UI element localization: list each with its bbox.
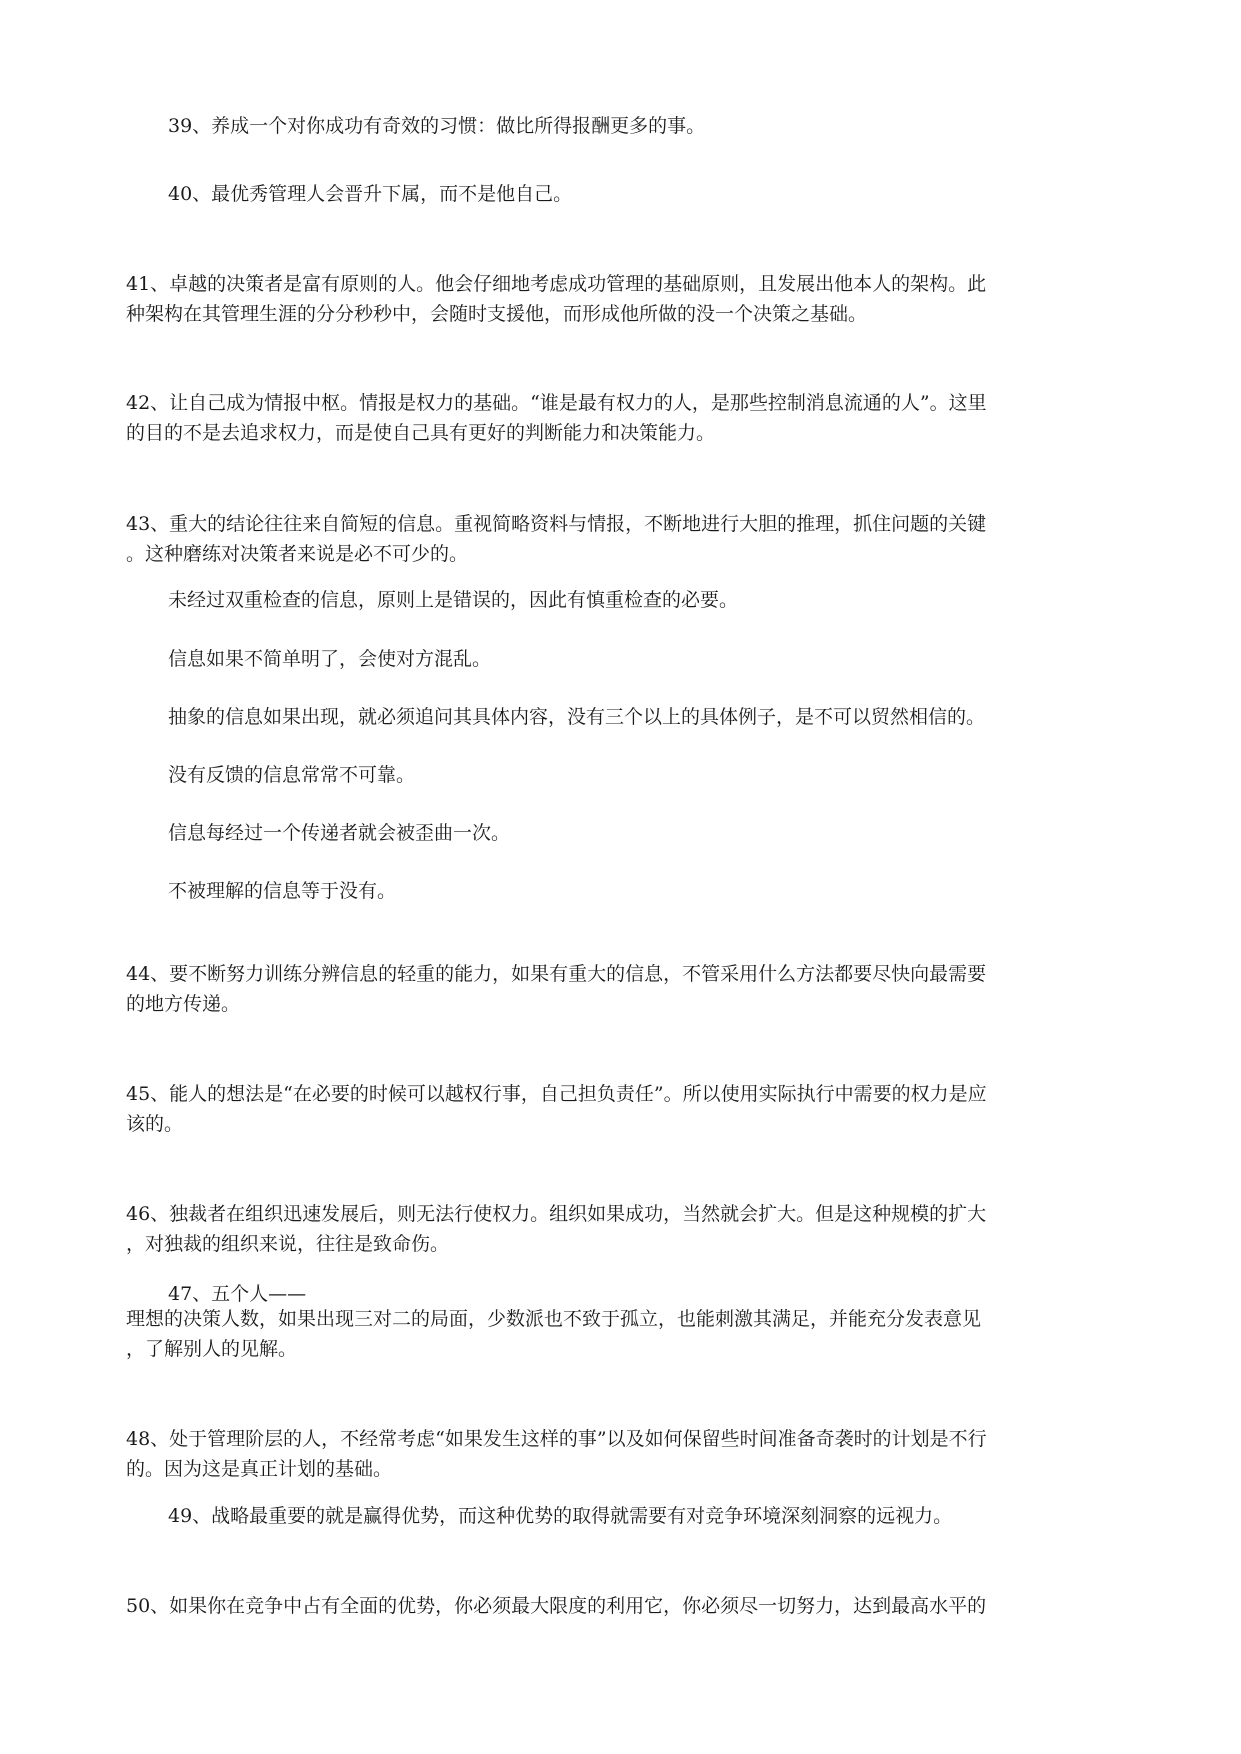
paragraph-45-line-2: 该的。 bbox=[126, 1113, 184, 1135]
paragraph-44-line-1: 44、要不断努力训练分辨信息的轻重的能力，如果有重大的信息，不管采用什么方法都要尽快向最需要 bbox=[126, 963, 987, 985]
paragraph-41-line-1: 41、卓越的决策者是富有原则的人。他会仔细地考虑成功管理的基础原则，且发展出他本人的架构。此 bbox=[126, 273, 987, 295]
info-rule-5: 信息每经过一个传递者就会被歪曲一次。 bbox=[168, 822, 511, 844]
info-rule-4: 没有反馈的信息常常不可靠。 bbox=[168, 764, 416, 786]
paragraph-44-line-2: 的地方传递。 bbox=[126, 993, 241, 1015]
paragraph-50-line-1: 50、如果你在竞争中占有全面的优势，你必须最大限度的利用它，你必须尽一切努力，达到最高水平的 bbox=[126, 1595, 987, 1617]
paragraph-47-line-2: ，了解别人的见解。 bbox=[126, 1338, 298, 1360]
paragraph-48-line-2: 的。因为这是真正计划的基础。 bbox=[126, 1458, 393, 1480]
info-rule-1: 未经过双重检查的信息，原则上是错误的，因此有慎重检查的必要。 bbox=[168, 589, 739, 611]
paragraph-41-line-2: 种架构在其管理生涯的分分秒秒中，会随时支援他，而形成他所做的没一个决策之基础。 bbox=[126, 303, 868, 325]
paragraph-45-line-1: 45、能人的想法是“在必要的时候可以越权行事，自己担负责任”。所以使用实际执行中需要的权力是应 bbox=[126, 1083, 987, 1105]
paragraph-49: 49、战略最重要的就是赢得优势，而这种优势的取得就需要有对竞争环境深刻洞察的远视力。 bbox=[168, 1505, 953, 1527]
paragraph-40: 40、最优秀管理人会晋升下属，而不是他自己。 bbox=[168, 183, 573, 205]
paragraph-47-line-1: 理想的决策人数，如果出现三对二的局面，少数派也不致于孤立，也能刺激其满足，并能充分发表意见 bbox=[126, 1308, 982, 1330]
paragraph-46-line-2: ，对独裁的组织来说，往往是致命伤。 bbox=[126, 1233, 450, 1255]
info-rule-3: 抽象的信息如果出现，就必须追问其具体内容，没有三个以上的具体例子，是不可以贸然相信的。 bbox=[168, 706, 986, 728]
paragraph-48-line-1: 48、处于管理阶层的人，不经常考虑“如果发生这样的事”以及如何保留些时间准备奇袭时的计划是不行 bbox=[126, 1428, 987, 1450]
paragraph-42-line-2: 的目的不是去追求权力，而是使自己具有更好的判断能力和决策能力。 bbox=[126, 422, 716, 444]
paragraph-43-line-2: 。这种磨练对决策者来说是必不可少的。 bbox=[126, 543, 469, 565]
paragraph-43-line-1: 43、重大的结论往往来自简短的信息。重视简略资料与情报，不断地进行大胆的推理，抓住问题的关键 bbox=[126, 513, 987, 535]
paragraph-47-heading: 47、五个人—— bbox=[168, 1283, 307, 1305]
info-rule-6: 不被理解的信息等于没有。 bbox=[168, 880, 397, 902]
paragraph-46-line-1: 46、独裁者在组织迅速发展后，则无法行使权力。组织如果成功，当然就会扩大。但是这种规模的扩大 bbox=[126, 1203, 987, 1225]
paragraph-39: 39、养成一个对你成功有奇效的习惯：做比所得报酬更多的事。 bbox=[168, 115, 706, 137]
info-rule-2: 信息如果不简单明了，会使对方混乱。 bbox=[168, 648, 492, 670]
paragraph-42-line-1: 42、让自己成为情报中枢。情报是权力的基础。“谁是最有权力的人，是那些控制消息流通的人”。这里 bbox=[126, 392, 987, 414]
